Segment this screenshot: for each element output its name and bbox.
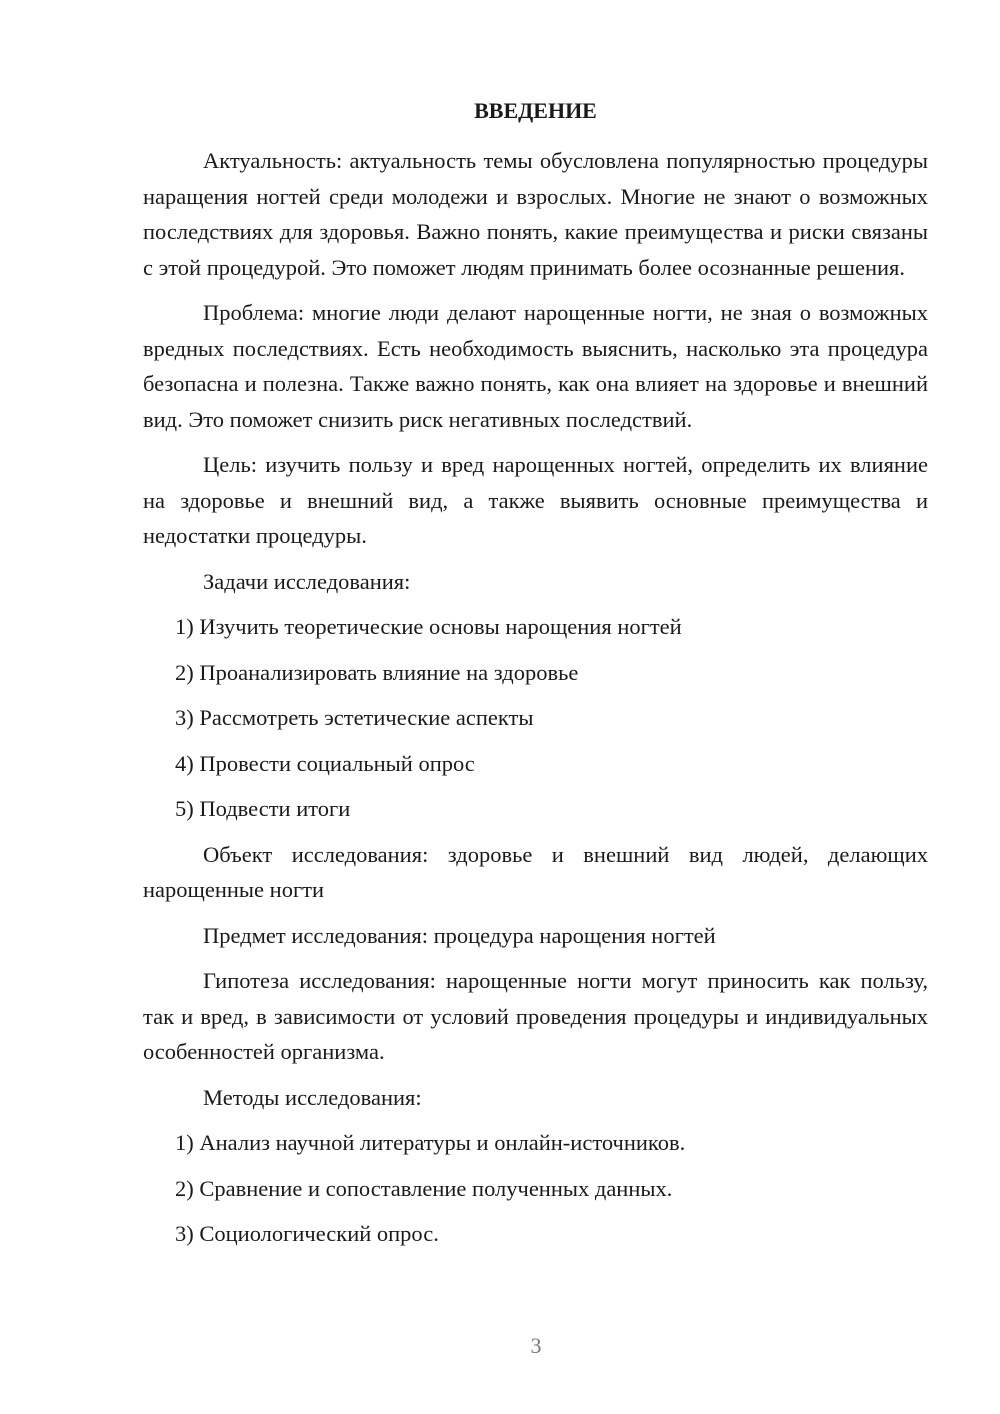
hypothesis-paragraph: Гипотеза исследования: нарощенные ногти могут приносить как пользу, так и вред, в зависимости от условий проведения процедуры и индивидуальных особенностей организма. [143,968,928,1064]
tasks-heading: Задачи исследования: [203,568,411,594]
tasks-list [143,609,928,827]
methods-list [143,1125,928,1252]
list-item: 5) Подвести итоги [175,796,351,821]
list-item: 3) Рассмотреть эстетические аспекты [175,705,534,730]
subject-paragraph: Предмет исследования: процедура нарощения ногтей [203,922,716,948]
list-item: 2) Сравнение и сопоставление полученных данных. [175,1175,673,1201]
relevance-paragraph: Актуальность: актуальность темы обусловлена популярностью процедуры наращения ногтей среди молодежи и взрослых. Многие не знают о возможных последствиях для здоровья. Важно понять, какие преимущества и риски связаны с этой процедурой. Это поможет людям принимать более осознанные решения. [143,148,928,280]
object-paragraph: Объект исследования: здоровье и внешний вид людей, делающих нарощенные ногти [143,841,928,902]
methods-heading: Методы исследования: [203,1084,422,1110]
list-item: 4) Провести социальный опрос [175,750,475,776]
list-item: 2) Проанализировать влияние на здоровье [175,659,579,685]
list-item: 1) Изучить теоретические основы нарощения ногтей [175,614,682,639]
goal-paragraph: Цель: изучить пользу и вред нарощенных ногтей, определить их влияние на здоровье и внешний вид, а также выявить основные преимущества и недостатки процедуры. [143,452,928,548]
page-number: 3 [530,1333,542,1358]
list-item: 1) Анализ научной литературы и онлайн-источников. [175,1130,686,1155]
page-title: ВВЕДЕНИЕ [474,98,597,123]
list-item: 3) Социологический опрос. [175,1221,439,1246]
problem-paragraph: Проблема: многие люди делают нарощенные ногти, не зная о возможных вредных последствиях. Есть необходимость выяснить, насколько эта процедура безопасна и полезна. Также важно понять, как она влияет на здоровье и внешний вид. Это поможет снизить риск негативных последствий. [143,300,928,432]
document-page [143,96,928,1262]
